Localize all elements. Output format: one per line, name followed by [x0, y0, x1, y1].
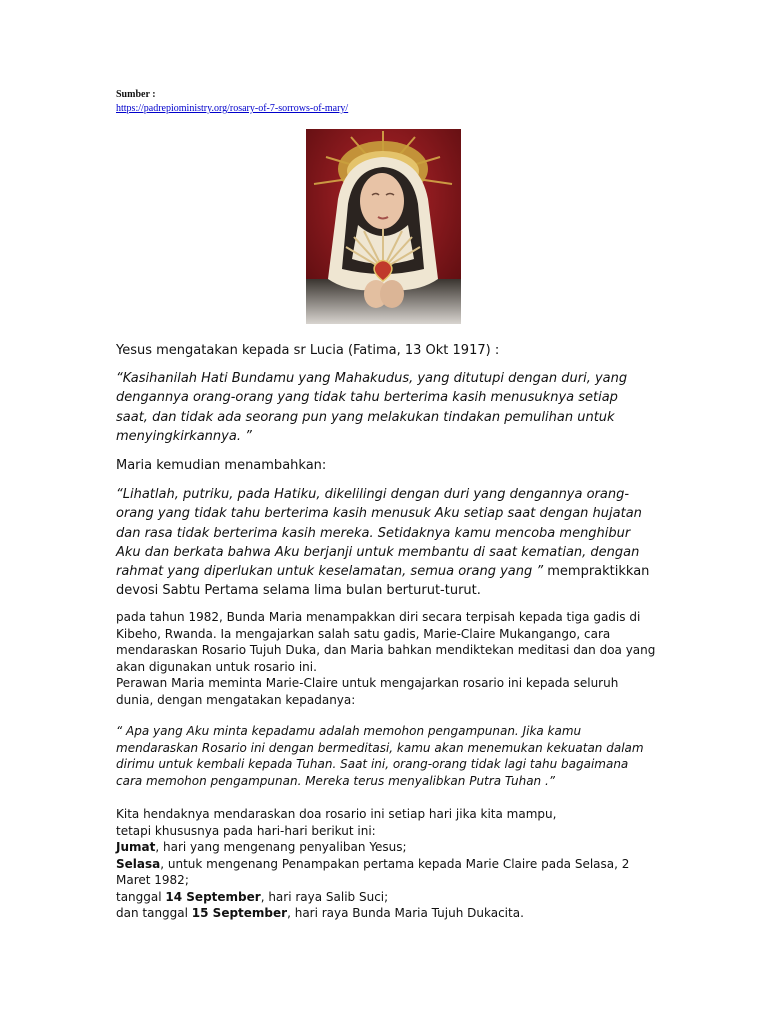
day-selasa: [116, 856, 656, 889]
day-15-september: [116, 905, 656, 922]
kibeho-paragraph: [116, 609, 656, 708]
quote-jesus: “Kasihanilah Hati Bundamu yang Mahakudus, yang ditutupi dengan duri, yang dengannya orang-orang yang tidak tahu berterima kasih menusuknya setiap saat, dan tidak ada seorang pun yang melakukan tindakan pemulihan untuk menyingkirkannya. ”: [116, 371, 628, 444]
rosary-days-paragraph: [116, 806, 656, 922]
day-15-september-pre: dan tanggal: [116, 906, 192, 920]
day-14-september: [116, 889, 656, 906]
kibeho-paragraph-line2: Perawan Maria meminta Marie-Claire untuk mengajarkan rosario ini kepada seluruh dunia, dengan mengatakan kepadanya:: [116, 676, 619, 707]
day-14-september-pre: tanggal: [116, 889, 166, 904]
day-15-september-label: 15 September: [191, 906, 288, 920]
quote-maria-italic: “Lihatlah, putriku, pada Hatiku, dikelilingi dengan duri yang dengannya orang-orang yang tidak tahu berterima kasih menusuk Aku setiap saat dengan hujatan dan rasa tidak berterima kasih mereka. Setidaknya kamu mencoba menghibur Aku dan berkata bahwa Aku berjanji untuk membantu di saat kematian, dengan rahmat yang diperlukan untuk keselamatan, semua orang yang ”: [116, 487, 642, 580]
maria-intro-paragraph: Maria kemudian menambahkan:: [116, 458, 327, 473]
intro-paragraph: Yesus mengatakan kepada sr Lucia (Fatima, 13 Okt 1917) :: [116, 343, 500, 358]
our-lady-of-sorrows-image: [306, 129, 461, 324]
quote-maria: [116, 485, 656, 601]
days-intro-1: Kita hendaknya mendaraskan doa rosario ini setiap hari jika kita mampu,: [116, 807, 557, 821]
day-selasa-label: Selasa: [116, 856, 161, 871]
quote-kibeho: “ Apa yang Aku minta kepadamu adalah memohon pengampunan. Jika kamu mendaraskan Rosario ini dengan bermeditasi, kamu akan menemukan kekuatan dalam dirimu untuk kembali kepada Tuhan. Saat ini, orang-orang tidak lagi tahu bagaimana cara memohon pengampunan. Mereka terus menyalibkan Putra Tuhan .”: [116, 724, 644, 788]
day-jumat-label: Jumat: [116, 840, 156, 854]
kibeho-paragraph-line1: pada tahun 1982, Bunda Maria menampakkan diri secara terpisah kepada tiga gadis di Kibeho, Rwanda. Ia mengajarkan salah satu gadis, Marie-Claire Mukangango, cara mendaraskan Rosario Tujuh Duka, dan Maria bahkan mendiktekan meditasi dan doa yang akan digunakan untuk rosario ini.: [116, 610, 656, 674]
source-link[interactable]: https://padrepioministry.org/rosary-of-7-sorrows-of-mary/: [116, 103, 349, 114]
days-intro-2: tetapi khususnya pada hari-hari berikut ini:: [116, 823, 376, 838]
day-14-september-text: , hari raya Salib Suci;: [260, 889, 389, 904]
quote-maria-normal: mempraktikkan devosi Sabtu Pertama selama lima bulan berturut-turut.: [116, 564, 650, 599]
day-selasa-text: , untuk mengenang Penampakan pertama kepada Marie Claire pada Selasa, 2 Maret 1982;: [116, 856, 630, 887]
day-15-september-text: , hari raya Bunda Maria Tujuh Dukacita.: [287, 906, 524, 920]
day-14-september-label: 14 September: [165, 889, 261, 904]
day-jumat-text: , hari yang mengenang penyaliban Yesus;: [155, 840, 407, 854]
source-label: Sumber :: [116, 89, 156, 100]
day-jumat: [116, 839, 656, 856]
